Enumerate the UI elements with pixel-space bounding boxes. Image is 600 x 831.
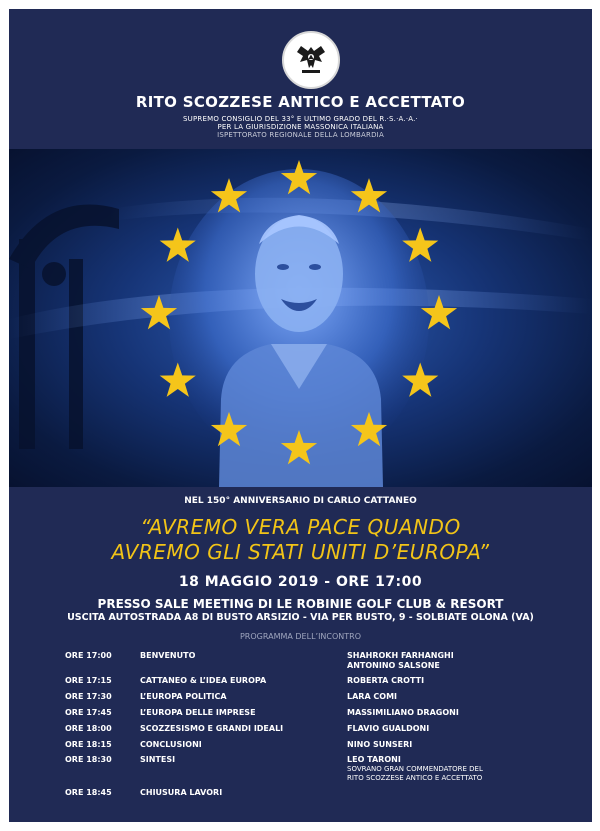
program-speaker: LARA COMI xyxy=(347,692,398,701)
header-line-2: PER LA GIURISDIZIONE MASSONICA ITALIANA xyxy=(217,123,384,131)
header-line-1: SUPREMO CONSIGLIO DEL 33° E ULTIMO GRADO DEL R.·S.·A.·A.· xyxy=(183,115,418,123)
program-time: ORE 17:45 xyxy=(65,708,112,717)
event-venue: PRESSO SALE MEETING DI LE ROBINIE GOLF CLUB & RESORT xyxy=(97,597,504,611)
program-row xyxy=(9,708,592,722)
program-time: ORE 18:30 xyxy=(65,755,112,764)
program-speaker: NINO SUNSERI xyxy=(347,740,413,749)
program-time: ORE 18:45 xyxy=(65,788,112,797)
organization-title: RITO SCOZZESE ANTICO E ACCETTATO xyxy=(135,93,466,111)
program-speaker-title: SOVRANO GRAN COMMENDATORE DEL xyxy=(347,765,483,773)
double-headed-eagle-icon xyxy=(282,31,340,89)
program-speaker-title: RITO SCOZZESE ANTICO E ACCETTATO xyxy=(347,774,483,782)
program-activity: L’EUROPA POLITICA xyxy=(140,692,227,701)
program-row xyxy=(9,724,592,738)
program-row xyxy=(9,676,592,690)
program-speaker: FLAVIO GUALDONI xyxy=(347,724,430,733)
program-speaker: LEO TARONI xyxy=(347,755,401,764)
program-speaker: MASSIMILIANO DRAGONI xyxy=(347,708,459,717)
program-row xyxy=(9,692,592,706)
quote-line-1: “AVREMO VERA PACE QUANDO xyxy=(140,515,461,539)
program-activity: L’EUROPA DELLE IMPRESE xyxy=(140,708,256,717)
program-activity: CONCLUSIONI xyxy=(140,740,202,749)
program-activity: CATTANEO & L’IDEA EUROPA xyxy=(140,676,267,685)
program-speaker: ROBERTA CROTTI xyxy=(347,676,425,685)
program-speaker: SHAHROKH FARHANGHI xyxy=(347,651,454,660)
program-activity: CHIUSURA LAVORI xyxy=(140,788,223,797)
program-time: ORE 18:00 xyxy=(65,724,112,733)
hero-image xyxy=(9,149,592,487)
program-row xyxy=(9,788,592,802)
program-title: PROGRAMMA DELL’INCONTRO xyxy=(239,632,362,641)
program-time: ORE 17:00 xyxy=(65,651,112,660)
program-row xyxy=(9,740,592,754)
program-speaker-2: ANTONINO SALSONE xyxy=(347,661,440,670)
program-row xyxy=(9,651,592,670)
hero-illustration xyxy=(9,149,592,487)
event-directions: USCITA AUTOSTRADA A8 DI BUSTO ARSIZIO - VIA PER BUSTO, 9 - SOLBIATE OLONA (VA) xyxy=(67,612,534,623)
quote-line-2: AVREMO GLI STATI UNITI D’EUROPA” xyxy=(111,540,490,564)
event-poster xyxy=(9,9,592,822)
event-date: 18 MAGGIO 2019 - ORE 17:00 xyxy=(178,574,423,590)
program-time: ORE 18:15 xyxy=(65,740,112,749)
program-row xyxy=(9,755,592,782)
program-activity: SCOZZESISMO E GRANDI IDEALI xyxy=(140,724,284,733)
program-time: ORE 17:15 xyxy=(65,676,112,685)
program-activity: BENVENUTO xyxy=(140,651,196,660)
program-activity: SINTESI xyxy=(140,755,176,764)
anniversary-line: NEL 150° ANNIVERSARIO DI CARLO CATTANEO xyxy=(184,496,417,506)
header-line-3: ISPETTORATO REGIONALE DELLA LOMBARDIA xyxy=(217,131,384,139)
program-time: ORE 17:30 xyxy=(65,692,112,701)
